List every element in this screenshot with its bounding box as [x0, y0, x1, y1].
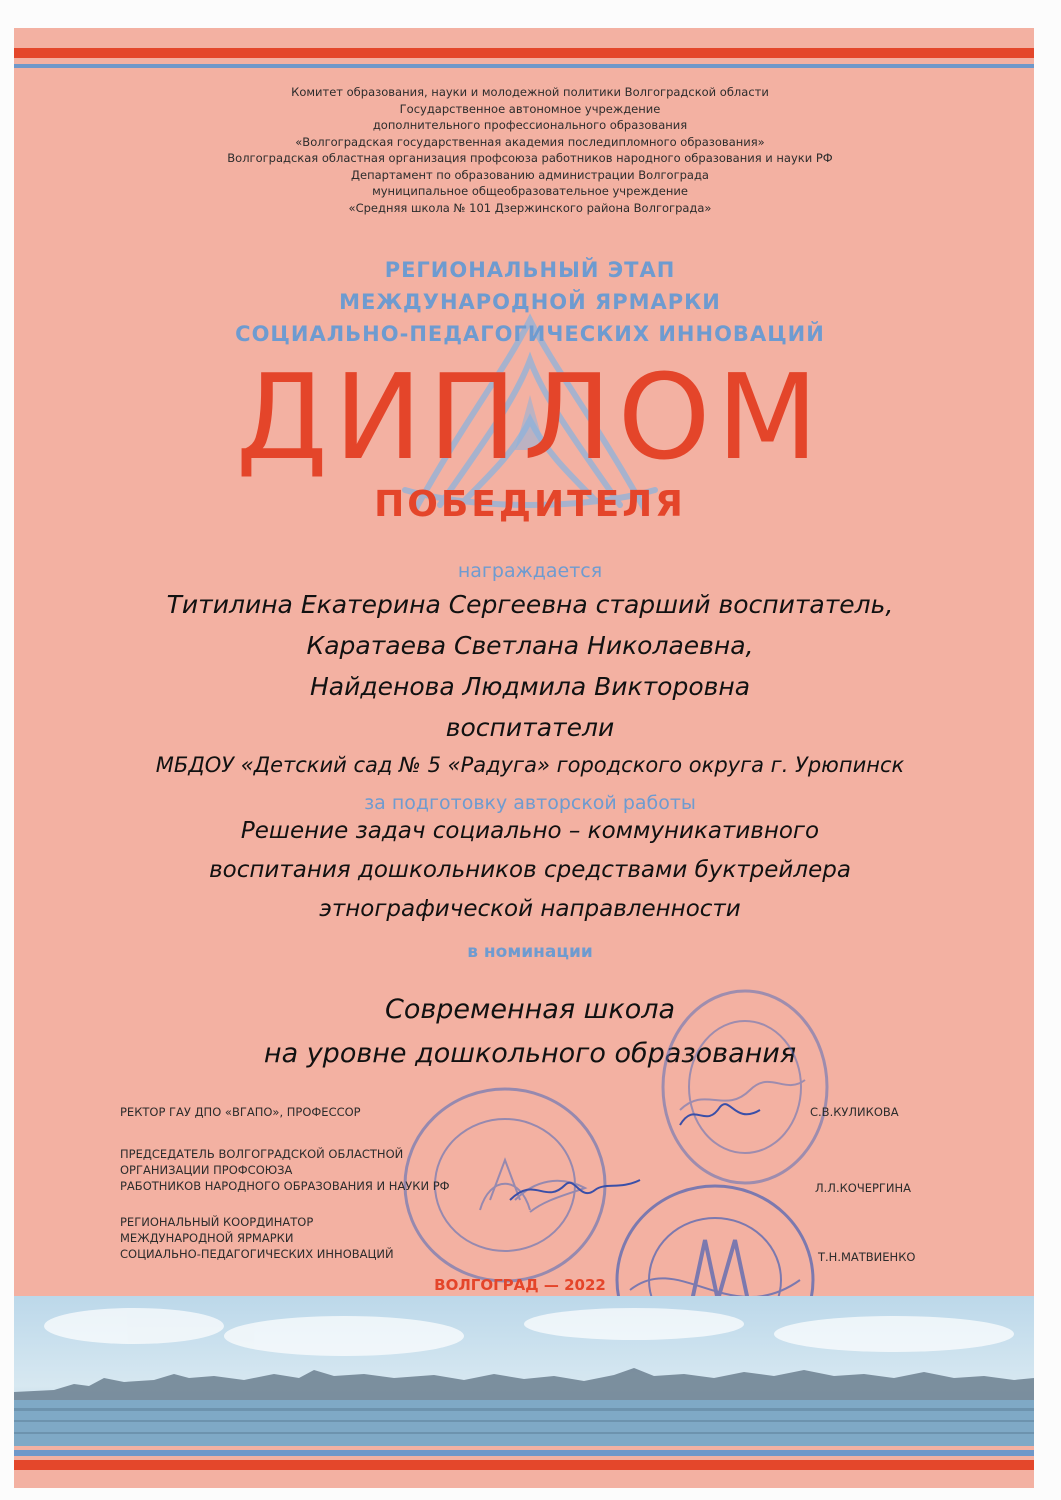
organizer-line: «Волгоградская государственная академия последипломного образования»: [295, 134, 765, 149]
event-title-line: РЕГИОНАЛЬНЫЙ ЭТАП: [384, 258, 676, 282]
signatory-role: [120, 1214, 394, 1262]
organizer-line: «Средняя школа № 101 Дзержинского района Волгограда»: [348, 200, 712, 215]
nomination-label: в номинации: [467, 942, 593, 962]
work-title-line: этнографической направленности: [319, 896, 741, 922]
for-work-label: за подготовку авторской работы: [364, 792, 696, 814]
nomination-line: на уровне дошкольного образования: [263, 1038, 797, 1069]
organizer-line: муниципальное общеобразовательное учреждение: [372, 184, 688, 198]
signatory-name: Л.Л.КОЧЕРГИНА: [815, 1181, 912, 1195]
work-title-line: воспитания дошкольников средствами буктрейлера: [209, 857, 851, 883]
event-title-line: МЕЖДУНАРОДНОЙ ЯРМАРКИ: [339, 290, 721, 314]
organizer-line: Комитет образования, науки и молодежной политики Волгоградской области: [291, 85, 769, 99]
signatory-role: [120, 1146, 450, 1194]
organizers-block: [150, 84, 910, 216]
organizer-line: Департамент по образованию администрации Волгограда: [351, 167, 709, 182]
signatory-role-line: ОРГАНИЗАЦИИ ПРОФСОЮЗА: [120, 1163, 293, 1177]
recipient-line: Найденова Людмила Викторовна: [309, 672, 751, 701]
signature-icon: [505, 1170, 645, 1210]
bottom-red-stripe: [14, 1460, 1034, 1470]
recipients-block: [60, 584, 1000, 748]
recipient-line: Каратаева Светлана Николаевна,: [306, 631, 754, 660]
bottom-blue-stripe: [14, 1450, 1034, 1456]
institution: МБДОУ «Детский сад № 5 «Радуга» городского округа г. Урюпинск: [155, 753, 905, 777]
signature-icon: [675, 1095, 765, 1135]
signatory-name: Т.Н.МАТВИЕНКО: [818, 1250, 916, 1264]
city-year: ВОЛГОГРАД — 2022: [434, 1276, 606, 1294]
event-title-line: СОЦИАЛЬНО-ПЕДАГОГИЧЕСКИХ ИННОВАЦИЙ: [235, 322, 825, 346]
signatory-role-line: МЕЖДУНАРОДНОЙ ЯРМАРКИ: [120, 1231, 294, 1245]
nomination-title: [60, 988, 1000, 1076]
nomination-line: Современная школа: [384, 994, 676, 1025]
top-blue-stripe: [14, 64, 1034, 68]
academy-stamp-icon: [655, 985, 835, 1190]
diploma-subtitle: ПОБЕДИТЕЛЯ: [374, 484, 686, 525]
signatory-name: С.В.КУЛИКОВА: [810, 1105, 899, 1119]
event-title: [130, 254, 930, 350]
recipient-position: воспитатели: [445, 713, 615, 742]
recipient-line: Титилина Екатерина Сергеевна старший воспитатель,: [166, 590, 894, 619]
diploma-title: ДИПЛОМ: [235, 348, 825, 486]
organizer-line: Волгоградская областная организация профсоюза работников народного образования и науки РФ: [227, 151, 833, 165]
awarded-label: награждается: [457, 560, 603, 582]
city-panorama-image: [14, 1296, 1034, 1446]
organizer-line: дополнительного профессионального образования: [372, 118, 688, 132]
organizer-line: Государственное автономное учреждение: [399, 101, 661, 116]
signatory-role-line: СОЦИАЛЬНО-ПЕДАГОГИЧЕСКИХ ИННОВАЦИЙ: [120, 1247, 394, 1261]
signatory-role-line: РЕКТОР ГАУ ДПО «ВГАПО», ПРОФЕССОР: [120, 1105, 361, 1119]
signatory-role-line: РАБОТНИКОВ НАРОДНОГО ОБРАЗОВАНИЯ И НАУКИ РФ: [120, 1179, 450, 1193]
work-title-line: Решение задач социально – коммуникативного: [240, 818, 820, 844]
signatory-role-line: ПРЕДСЕДАТЕЛЬ ВОЛГОГРАДСКОЙ ОБЛАСТНОЙ: [120, 1147, 404, 1161]
top-red-stripe: [14, 48, 1034, 58]
signatory-role-line: РЕГИОНАЛЬНЫЙ КООРДИНАТОР: [120, 1215, 314, 1229]
work-title: [60, 812, 1000, 929]
signatory-role: [120, 1104, 361, 1120]
